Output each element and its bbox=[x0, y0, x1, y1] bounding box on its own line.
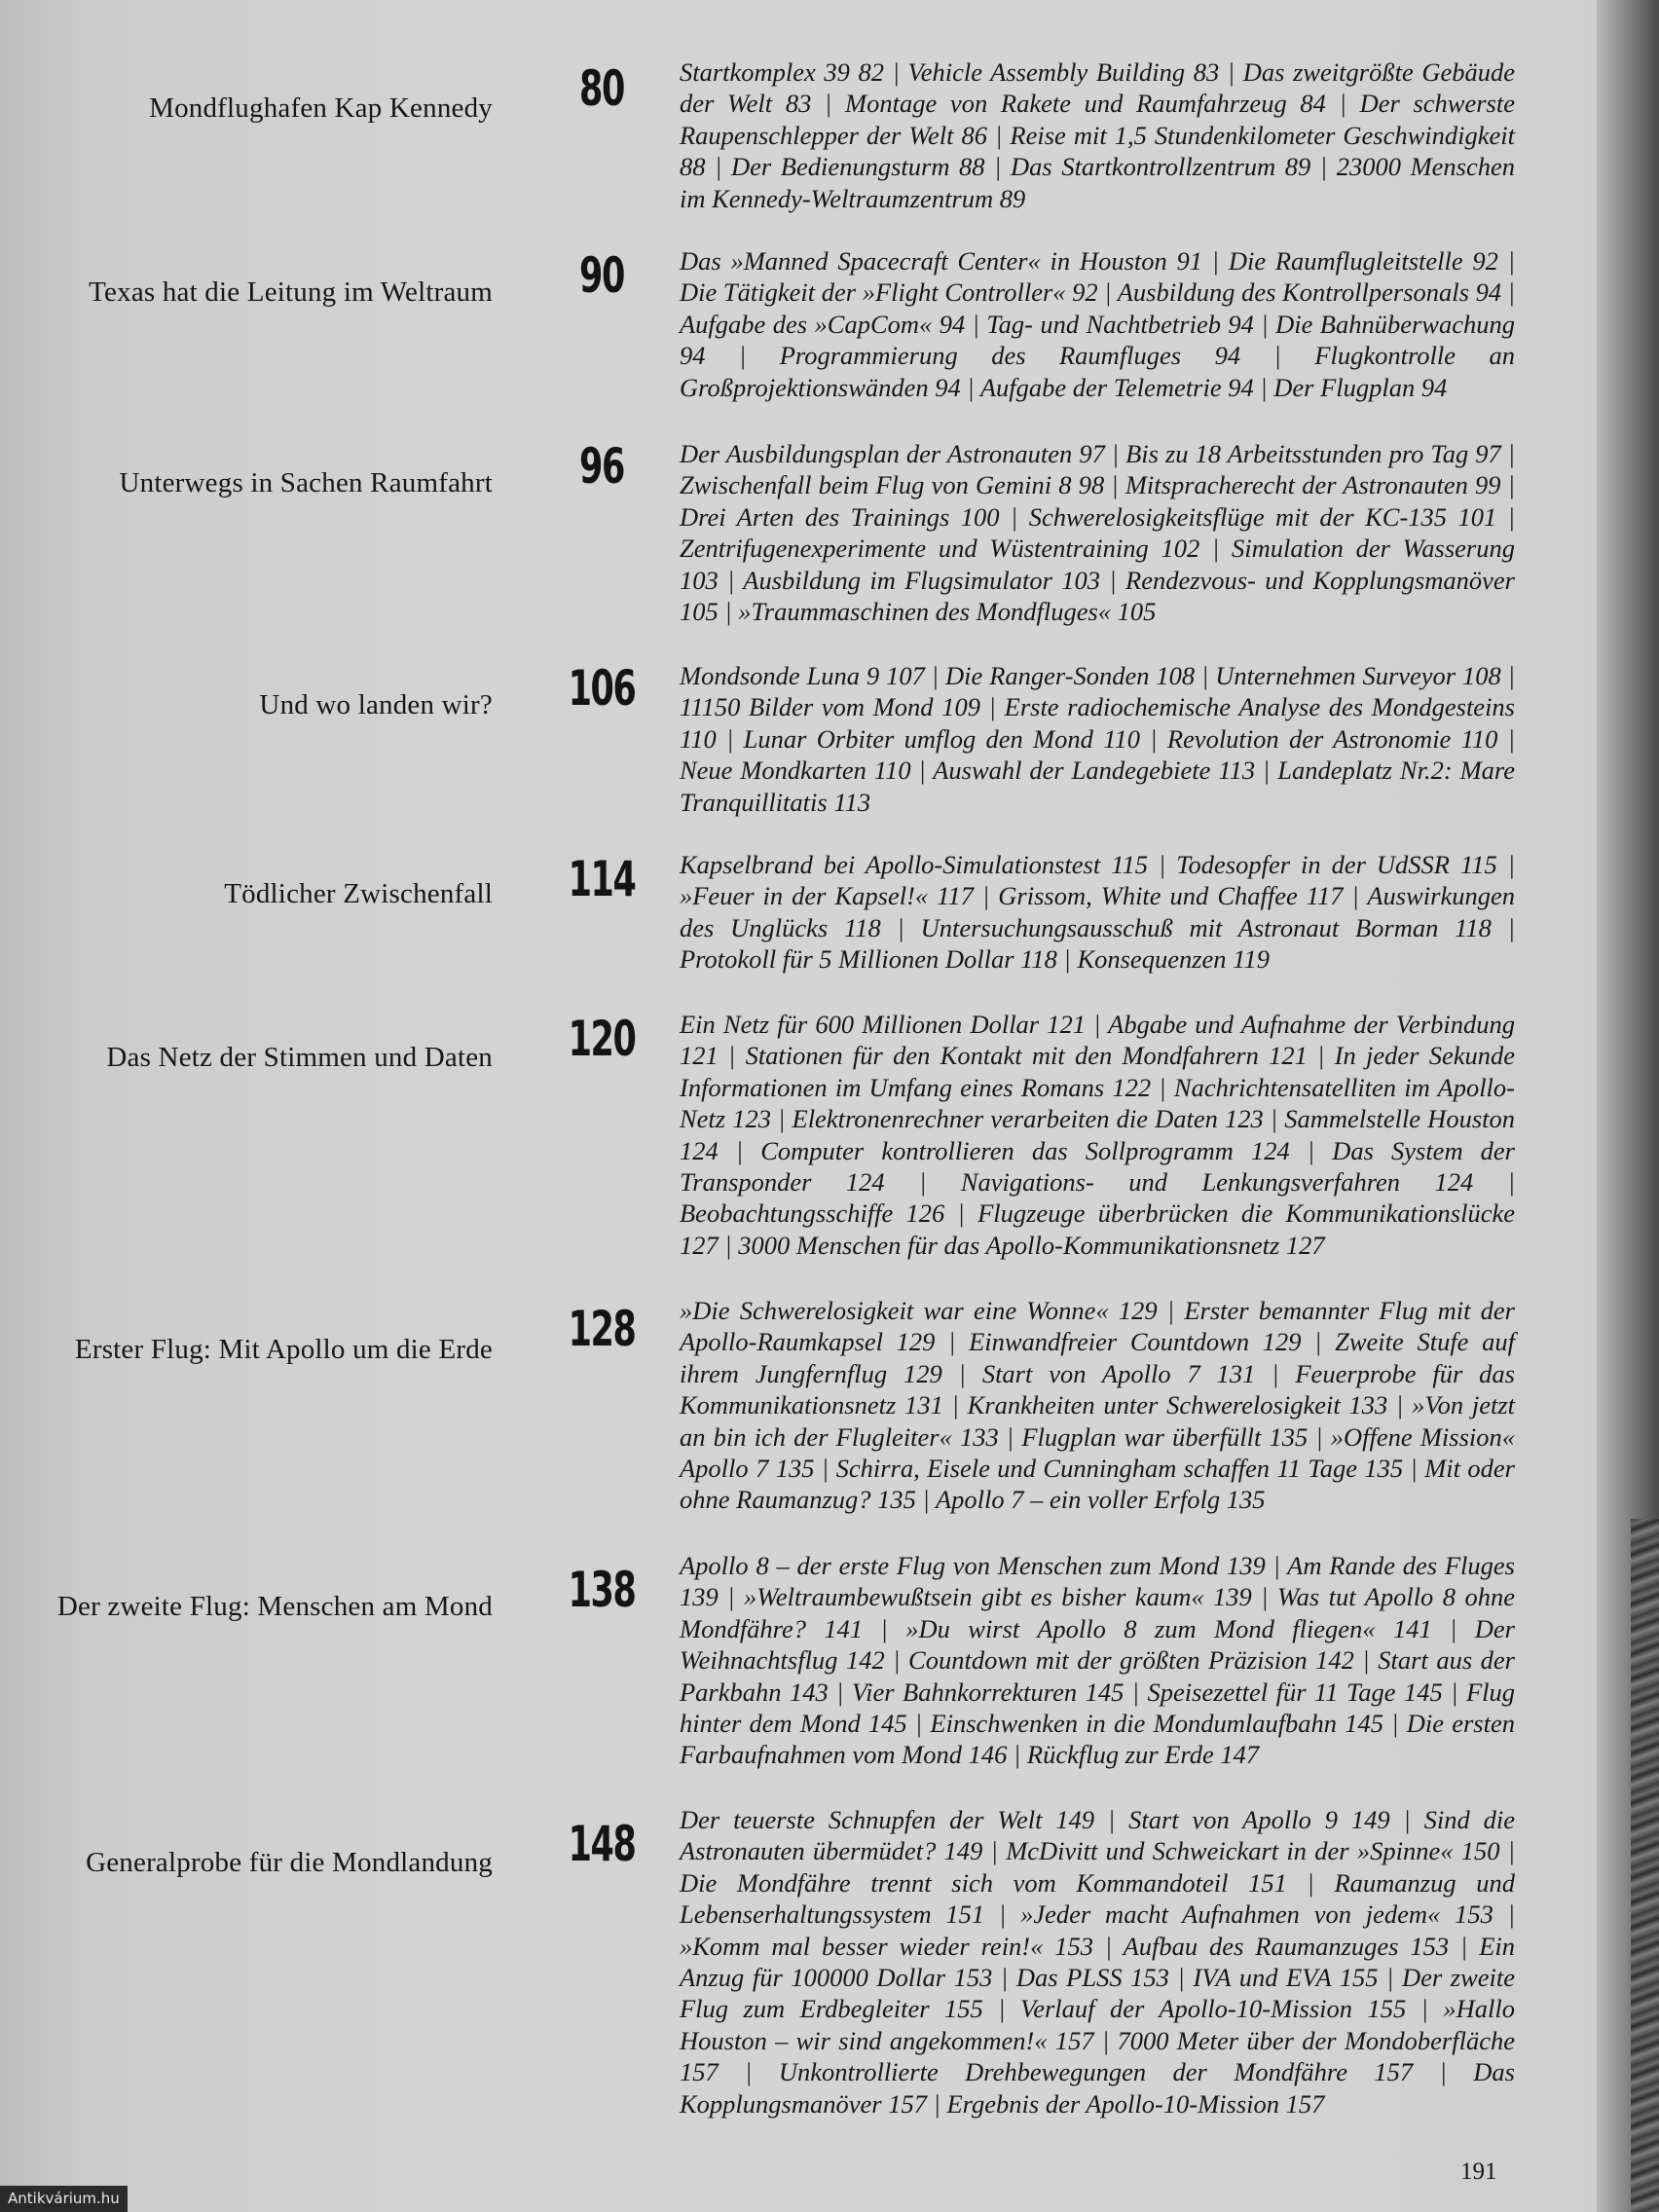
chapter-page-number: 96 bbox=[579, 438, 624, 495]
chapter-title: Unterwegs in Sachen Raumfahrt bbox=[119, 467, 493, 498]
chapter-topics: Ein Netz für 600 Millionen Dollar 121 | Abgabe und Aufnahme der Verbindung 121 | Stationen für den Kontakt mit den Mondfahrern 121 | In jeder Sekunde Informationen im Umfang eines Romans 122 | Nachrichtensatelliten im Apollo-Netz 123 | Elektronenrechner verarbeiten die Daten 123 | Sammelstelle Houston 124 | Computer kontrollieren das Sollprogramm 124 | Das System der Transponder 124 | Navigations- und Lenkungsverfahren 124 | Beobachtungsschiffe 126 | Flugzeuge überbrücken die Kommunikationslücke 127 | 3000 Menschen für das Apollo-Kommunikationsnetz 127 bbox=[680, 1010, 1515, 1260]
chapter-page-number: 114 bbox=[568, 851, 636, 907]
chapter-title: Erster Flug: Mit Apollo um die Erde bbox=[74, 1334, 493, 1365]
chapter-title: Das Netz der Stimmen und Daten bbox=[106, 1042, 493, 1073]
page-number: 191 bbox=[1460, 2158, 1497, 2185]
chapter-page-number: 80 bbox=[579, 60, 624, 117]
chapter-page-number: 106 bbox=[568, 660, 636, 717]
chapter-topics: Kapselbrand bei Apollo-Simulationstest 115 | Todesopfer in der UdSSR 115 | »Feuer in der Kapsel!« 117 | Grissom, White und Chaffee 117 | Auswirkungen des Unglücks 118 | Untersuchungsausschuß mit Astronaut Borman 118 | Protokoll für 5 Millionen Dollar 118 | Konsequenzen 119 bbox=[680, 850, 1515, 975]
watermark: Antikvárium.hu bbox=[0, 2186, 128, 2212]
chapter-page-number: 148 bbox=[568, 1816, 636, 1872]
chapter-title: Tödlicher Zwischenfall bbox=[224, 878, 493, 909]
chapter-title: Der zweite Flug: Menschen am Mond bbox=[56, 1591, 493, 1622]
chapter-page-number: 90 bbox=[579, 247, 624, 304]
chapter-topics: »Die Schwerelosigkeit war eine Wonne« 129 | Erster bemannter Flug mit der Apollo-Raumkapsel 129 | Einwandfreier Countdown 129 | Zweite Stufe auf ihrem Jungfernflug 129 | Start von Apollo 7 131 | Feuerprobe für das Kommunikationsnetz 131 | Krankheiten unter Schwerelosigkeit 133 | »Von jetzt an bin ich der Flugleiter« 133 | Flugplan war überfüllt 135 | »Offene Mission« Apollo 7 135 | Schirra, Eisele und Cunningham schaffen 11 Tage 135 | Mit oder ohne Raumanzug? 135 | Apollo 7 – ein voller Erfolg 135 bbox=[680, 1296, 1515, 1515]
chapter-topics: Das »Manned Spacecraft Center« in Houston 91 | Die Raumflugleitstelle 92 | Die Tätigkeit der »Flight Controller« 92 | Ausbildung des Kontrollpersonals 94 | Aufgabe des »CapCom« 94 | Tag- und Nachtbetrieb 94 | Die Bahnüberwachung 94 | Programmierung des Raumfluges 94 | Flugkontrolle an Großprojektionswänden 94 | Aufgabe der Telemetrie 94 | Der Flugplan 94 bbox=[680, 246, 1515, 402]
chapter-page-number: 138 bbox=[568, 1562, 636, 1618]
chapter-topics: Mondsonde Luna 9 107 | Die Ranger-Sonden 108 | Unternehmen Surveyor 108 | 11150 Bilder vom Mond 109 | Erste radiochemische Analyse des Mondgesteins 110 | Lunar Orbiter umflog den Mond 110 | Revolution der Astronomie 110 | Neue Mondkarten 110 | Auswahl der Landegebiete 113 | Landeplatz Nr.2: Mare Tranquillitatis 113 bbox=[680, 661, 1515, 817]
chapter-title: Mondflughafen Kap Kennedy bbox=[149, 92, 493, 124]
chapter-title: Generalprobe für die Mondlandung bbox=[86, 1847, 493, 1878]
chapter-topics: Der teuerste Schnupfen der Welt 149 | Start von Apollo 9 149 | Sind die Astronauten übermüdet? 149 | McDivitt und Schweickart in der »Spinne« 150 | Die Mondfähre trennt sich vom Kommandoteil 151 | Raumanzug und Lebenserhaltungssystem 151 | »Jeder macht Aufnahmen von jedem« 153 | »Komm mal besser wieder rein!« 153 | Aufbau des Raumanzuges 153 | Ein Anzug für 100000 Dollar 153 | Das PLSS 153 | IVA und EVA 155 | Der zweite Flug zum Erdbegleiter 155 | Verlauf der Apollo-10-Mission 155 | »Hallo Houston – wir sind angekommen!« 157 | 7000 Meter über der Mondoberfläche 157 | Unkontrollierte Drehbewegungen der Mondfähre 157 | Das Kopplungsmanöver 157 | Ergebnis der Apollo-10-Mission 157 bbox=[680, 1805, 1515, 2119]
chapter-topics: Startkomplex 39 82 | Vehicle Assembly Building 83 | Das zweitgrößte Gebäude der Welt 83 | Montage von Rakete und Raumfahrzeug 84 | Der schwerste Raupenschlepper der Welt 86 | Reise mit 1,5 Stundenkilometer Geschwindigkeit 88 | Der Bedienungsturm 88 | Das Startkontrollzentrum 89 | 23000 Menschen im Kennedy-Weltraumzentrum 89 bbox=[680, 57, 1515, 213]
chapter-topics: Der Ausbildungsplan der Astronauten 97 | Bis zu 18 Arbeitsstunden pro Tag 97 | Zwischenfall beim Flug von Gemini 8 98 | Mitspracherecht der Astronauten 99 | Drei Arten des Trainings 100 | Schwerelosigkeitsflüge mit der KC-135 101 | Zentrifugenexperimente und Wüstentraining 102 | Simulation der Wasserung 103 | Ausbildung im Flugsimulator 103 | Rendezvous- und Kopplungsmanöver 105 | »Traummaschinen des Mondfluges« 105 bbox=[680, 439, 1515, 627]
chapter-page-number: 128 bbox=[568, 1301, 636, 1357]
chapter-topics: Apollo 8 – der erste Flug von Menschen zum Mond 139 | Am Rande des Fluges 139 | »Weltraumbewußtsein gibt es bisher kaum« 139 | Was tut Apollo 8 ohne Mondfähre? 141 | »Du wirst Apollo 8 zum Mond fliegen« 141 | Der Weihnachtsflug 142 | Countdown mit der größten Präzision 142 | Start aus der Parkbahn 143 | Vier Bahnkorrekturen 145 | Speisezettel für 11 Tage 145 | Flug hinter dem Mond 145 | Einschwenken in die Mondumlaufbahn 145 | Die ersten Farbaufnahmen vom Mond 146 | Rückflug zur Erde 147 bbox=[680, 1551, 1515, 1770]
chapter-page-number: 120 bbox=[568, 1011, 636, 1067]
chapter-title: Texas hat die Leitung im Weltraum bbox=[89, 276, 493, 308]
chapter-title: Und wo landen wir? bbox=[259, 689, 493, 720]
background-surface bbox=[1631, 1519, 1659, 2212]
